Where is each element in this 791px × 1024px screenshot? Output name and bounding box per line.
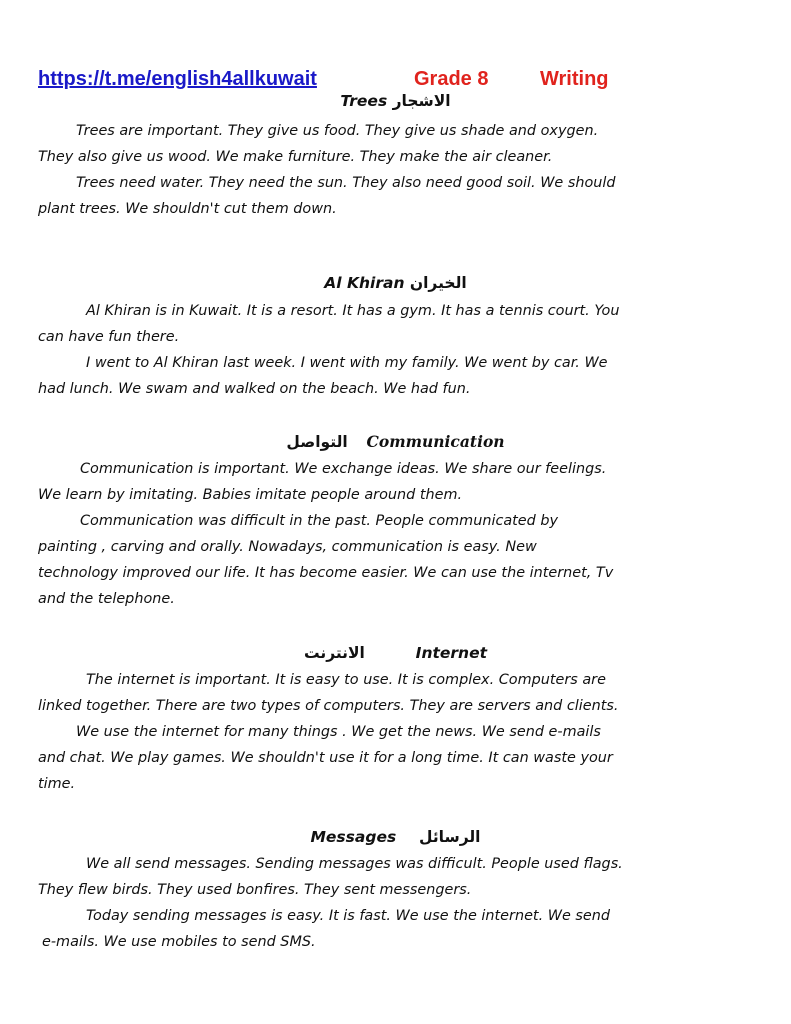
section-title-ar: الانترنت xyxy=(303,644,365,662)
section-title-al-khiran xyxy=(0,272,791,294)
section-title-messages xyxy=(0,826,791,848)
text-line: painting , carving and orally. Nowadays, communication is easy. New xyxy=(38,539,537,555)
section-title-en: Messages xyxy=(310,828,397,846)
text-line: Today sending messages is easy. It is fast. We use the internet. We send xyxy=(86,908,610,924)
section-title-ar: التواصل xyxy=(286,433,348,451)
text-line: time. xyxy=(38,776,76,792)
text-line: We all send messages. Sending messages was difficult. People used flags. xyxy=(86,856,623,872)
section-text-trees xyxy=(38,118,718,222)
grade-label: Grade 8 xyxy=(414,68,489,90)
text-line: They flew birds. They used bonfires. They sent messengers. xyxy=(38,882,472,898)
text-line: plant trees. We shouldn't cut them down. xyxy=(38,201,337,217)
section-title-ar: الخيران xyxy=(409,274,467,292)
text-line: They also give us wood. We make furniture. They make the air cleaner. xyxy=(38,149,553,165)
text-line: The internet is important. It is easy to use. It is complex. Computers are xyxy=(86,672,606,688)
text-line: Communication was difficult in the past. People communicated by xyxy=(80,513,559,529)
section-text-messages xyxy=(38,851,718,955)
section-title-en: Communication xyxy=(366,432,505,451)
text-line: Trees are important. They give us food. They give us shade and oxygen. xyxy=(76,123,599,139)
section-title-en: Internet xyxy=(415,644,487,662)
text-line: had lunch. We swam and walked on the beach. We had fun. xyxy=(38,381,471,397)
text-line: technology improved our life. It has become easier. We can use the internet, Tv xyxy=(38,565,614,581)
section-text-internet xyxy=(38,667,718,797)
text-line: linked together. There are two types of computers. They are servers and clients. xyxy=(38,698,619,714)
section-title-ar: الرسائل xyxy=(419,828,481,846)
text-line: and the telephone. xyxy=(38,591,175,607)
text-line: We use the internet for many things . We get the news. We send e-mails xyxy=(76,724,601,740)
text-line: and chat. We play games. We shouldn't use it for a long time. It can waste your xyxy=(38,750,613,766)
section-text-communication xyxy=(38,456,718,612)
text-line: Al Khiran is in Kuwait. It is a resort. It has a gym. It has a tennis court. You xyxy=(86,303,620,319)
telegram-link[interactable]: https://t.me/english4allkuwait xyxy=(38,68,317,90)
text-line: I went to Al Khiran last week. I went with my family. We went by car. We xyxy=(86,355,608,371)
section-title-en: Trees xyxy=(340,92,388,110)
text-line: e-mails. We use mobiles to send SMS. xyxy=(42,934,316,950)
text-line: We learn by imitating. Babies imitate people around them. xyxy=(38,487,463,503)
section-title-en: Al Khiran xyxy=(324,274,405,292)
section-title-communication xyxy=(0,431,791,453)
section-title-ar: الاشجار xyxy=(392,92,451,110)
text-line: Trees need water. They need the sun. They also need good soil. We should xyxy=(76,175,616,191)
subject-label: Writing xyxy=(540,68,609,90)
text-line: Communication is important. We exchange ideas. We share our feelings. xyxy=(80,461,607,477)
text-line: can have fun there. xyxy=(38,329,180,345)
section-text-al-khiran xyxy=(38,298,718,402)
section-title-trees xyxy=(0,90,791,112)
section-title-internet xyxy=(0,642,791,664)
